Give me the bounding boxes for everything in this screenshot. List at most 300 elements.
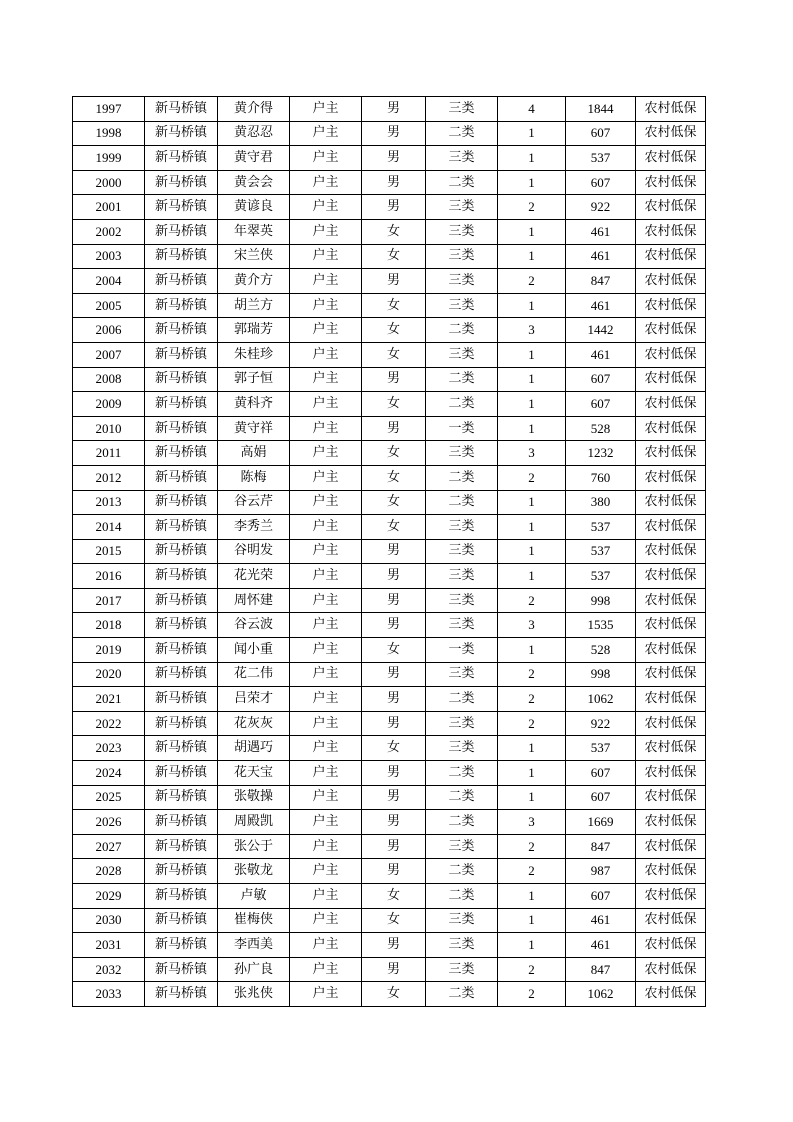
serial-cell: 2008 (73, 367, 145, 392)
town-cell: 新马桥镇 (145, 884, 218, 909)
relation-cell: 户主 (290, 416, 362, 441)
table-row (73, 933, 706, 958)
table-row (73, 687, 706, 712)
name-cell: 崔梅侠 (218, 908, 290, 933)
table-body (73, 97, 706, 1007)
amount-cell: 461 (566, 293, 636, 318)
relation-cell: 户主 (290, 908, 362, 933)
name-cell: 宋兰侠 (218, 244, 290, 269)
name-cell: 张兆侠 (218, 982, 290, 1007)
gender-cell: 男 (362, 834, 426, 859)
program-cell: 农村低保 (636, 195, 706, 220)
gender-cell: 女 (362, 638, 426, 663)
town-cell: 新马桥镇 (145, 687, 218, 712)
gender-cell: 男 (362, 933, 426, 958)
program-cell: 农村低保 (636, 687, 706, 712)
table-row (73, 613, 706, 638)
gender-cell: 男 (362, 859, 426, 884)
town-cell: 新马桥镇 (145, 982, 218, 1007)
relation-cell: 户主 (290, 859, 362, 884)
program-cell: 农村低保 (636, 884, 706, 909)
table-row (73, 515, 706, 540)
table-row (73, 711, 706, 736)
relation-cell: 户主 (290, 219, 362, 244)
category-cell: 一类 (426, 638, 498, 663)
serial-cell: 2006 (73, 318, 145, 343)
town-cell: 新马桥镇 (145, 957, 218, 982)
household-size-cell: 2 (498, 957, 566, 982)
town-cell: 新马桥镇 (145, 146, 218, 171)
relation-cell: 户主 (290, 318, 362, 343)
table-row (73, 392, 706, 417)
gender-cell: 女 (362, 244, 426, 269)
gender-cell: 女 (362, 515, 426, 540)
amount-cell: 607 (566, 761, 636, 786)
gender-cell: 男 (362, 588, 426, 613)
household-size-cell: 1 (498, 342, 566, 367)
relation-cell: 户主 (290, 564, 362, 589)
table-row (73, 736, 706, 761)
household-size-cell: 1 (498, 170, 566, 195)
gender-cell: 男 (362, 711, 426, 736)
serial-cell: 2015 (73, 539, 145, 564)
town-cell: 新马桥镇 (145, 785, 218, 810)
serial-cell: 1998 (73, 121, 145, 146)
serial-cell: 2029 (73, 884, 145, 909)
amount-cell: 1844 (566, 97, 636, 122)
name-cell: 黄忍忍 (218, 121, 290, 146)
amount-cell: 607 (566, 785, 636, 810)
gender-cell: 男 (362, 761, 426, 786)
town-cell: 新马桥镇 (145, 367, 218, 392)
table-row (73, 367, 706, 392)
household-size-cell: 3 (498, 810, 566, 835)
program-cell: 农村低保 (636, 416, 706, 441)
program-cell: 农村低保 (636, 638, 706, 663)
category-cell: 三类 (426, 736, 498, 761)
program-cell: 农村低保 (636, 957, 706, 982)
town-cell: 新马桥镇 (145, 711, 218, 736)
program-cell: 农村低保 (636, 834, 706, 859)
name-cell: 张敬龙 (218, 859, 290, 884)
town-cell: 新马桥镇 (145, 539, 218, 564)
name-cell: 黄介方 (218, 269, 290, 294)
serial-cell: 2019 (73, 638, 145, 663)
town-cell: 新马桥镇 (145, 195, 218, 220)
household-size-cell: 2 (498, 269, 566, 294)
town-cell: 新马桥镇 (145, 244, 218, 269)
gender-cell: 女 (362, 982, 426, 1007)
table-row (73, 785, 706, 810)
amount-cell: 380 (566, 490, 636, 515)
serial-cell: 2016 (73, 564, 145, 589)
serial-cell: 2012 (73, 465, 145, 490)
name-cell: 黄科齐 (218, 392, 290, 417)
serial-cell: 2028 (73, 859, 145, 884)
gender-cell: 男 (362, 170, 426, 195)
table-row (73, 490, 706, 515)
table-row (73, 441, 706, 466)
program-cell: 农村低保 (636, 859, 706, 884)
amount-cell: 607 (566, 170, 636, 195)
table-row (73, 638, 706, 663)
serial-cell: 2011 (73, 441, 145, 466)
town-cell: 新马桥镇 (145, 318, 218, 343)
category-cell: 三类 (426, 269, 498, 294)
amount-cell: 1442 (566, 318, 636, 343)
household-size-cell: 1 (498, 884, 566, 909)
serial-cell: 2017 (73, 588, 145, 613)
name-cell: 张公于 (218, 834, 290, 859)
town-cell: 新马桥镇 (145, 761, 218, 786)
table-row (73, 318, 706, 343)
serial-cell: 2018 (73, 613, 145, 638)
name-cell: 黄谚良 (218, 195, 290, 220)
name-cell: 张敬操 (218, 785, 290, 810)
gender-cell: 男 (362, 195, 426, 220)
relation-cell: 户主 (290, 441, 362, 466)
amount-cell: 1669 (566, 810, 636, 835)
category-cell: 三类 (426, 244, 498, 269)
relation-cell: 户主 (290, 515, 362, 540)
serial-cell: 2022 (73, 711, 145, 736)
amount-cell: 528 (566, 416, 636, 441)
amount-cell: 607 (566, 367, 636, 392)
table-row (73, 859, 706, 884)
program-cell: 农村低保 (636, 588, 706, 613)
category-cell: 一类 (426, 416, 498, 441)
program-cell: 农村低保 (636, 711, 706, 736)
gender-cell: 男 (362, 367, 426, 392)
table-row (73, 195, 706, 220)
category-cell: 三类 (426, 195, 498, 220)
name-cell: 黄介得 (218, 97, 290, 122)
town-cell: 新马桥镇 (145, 342, 218, 367)
gender-cell: 女 (362, 318, 426, 343)
amount-cell: 537 (566, 736, 636, 761)
program-cell: 农村低保 (636, 490, 706, 515)
household-size-cell: 2 (498, 711, 566, 736)
household-size-cell: 1 (498, 121, 566, 146)
gender-cell: 男 (362, 121, 426, 146)
relation-cell: 户主 (290, 662, 362, 687)
town-cell: 新马桥镇 (145, 416, 218, 441)
name-cell: 花二伟 (218, 662, 290, 687)
household-size-cell: 1 (498, 416, 566, 441)
town-cell: 新马桥镇 (145, 662, 218, 687)
serial-cell: 2026 (73, 810, 145, 835)
gender-cell: 男 (362, 810, 426, 835)
household-size-cell: 1 (498, 146, 566, 171)
program-cell: 农村低保 (636, 219, 706, 244)
program-cell: 农村低保 (636, 441, 706, 466)
serial-cell: 2010 (73, 416, 145, 441)
table-row (73, 834, 706, 859)
program-cell: 农村低保 (636, 761, 706, 786)
household-size-cell: 1 (498, 539, 566, 564)
town-cell: 新马桥镇 (145, 908, 218, 933)
household-size-cell: 1 (498, 564, 566, 589)
name-cell: 花天宝 (218, 761, 290, 786)
gender-cell: 女 (362, 342, 426, 367)
table-row (73, 146, 706, 171)
program-cell: 农村低保 (636, 367, 706, 392)
amount-cell: 461 (566, 908, 636, 933)
category-cell: 三类 (426, 146, 498, 171)
relation-cell: 户主 (290, 97, 362, 122)
name-cell: 卢敏 (218, 884, 290, 909)
program-cell: 农村低保 (636, 465, 706, 490)
serial-cell: 2030 (73, 908, 145, 933)
serial-cell: 2023 (73, 736, 145, 761)
category-cell: 二类 (426, 884, 498, 909)
serial-cell: 2032 (73, 957, 145, 982)
gender-cell: 女 (362, 884, 426, 909)
relation-cell: 户主 (290, 588, 362, 613)
town-cell: 新马桥镇 (145, 465, 218, 490)
household-size-cell: 3 (498, 318, 566, 343)
household-size-cell: 2 (498, 588, 566, 613)
relation-cell: 户主 (290, 146, 362, 171)
name-cell: 吕荣才 (218, 687, 290, 712)
amount-cell: 537 (566, 539, 636, 564)
serial-cell: 2001 (73, 195, 145, 220)
category-cell: 三类 (426, 957, 498, 982)
town-cell: 新马桥镇 (145, 441, 218, 466)
amount-cell: 987 (566, 859, 636, 884)
household-size-cell: 2 (498, 834, 566, 859)
town-cell: 新马桥镇 (145, 392, 218, 417)
relation-cell: 户主 (290, 244, 362, 269)
household-size-cell: 4 (498, 97, 566, 122)
relation-cell: 户主 (290, 834, 362, 859)
program-cell: 农村低保 (636, 810, 706, 835)
name-cell: 胡遇巧 (218, 736, 290, 761)
category-cell: 三类 (426, 933, 498, 958)
amount-cell: 528 (566, 638, 636, 663)
gender-cell: 男 (362, 687, 426, 712)
gender-cell: 男 (362, 613, 426, 638)
category-cell: 二类 (426, 367, 498, 392)
gender-cell: 男 (362, 564, 426, 589)
amount-cell: 461 (566, 933, 636, 958)
relation-cell: 户主 (290, 539, 362, 564)
serial-cell: 2020 (73, 662, 145, 687)
category-cell: 三类 (426, 515, 498, 540)
name-cell: 花光荣 (218, 564, 290, 589)
town-cell: 新马桥镇 (145, 613, 218, 638)
gender-cell: 男 (362, 269, 426, 294)
town-cell: 新马桥镇 (145, 219, 218, 244)
category-cell: 三类 (426, 662, 498, 687)
table-row (73, 465, 706, 490)
category-cell: 二类 (426, 465, 498, 490)
amount-cell: 847 (566, 957, 636, 982)
program-cell: 农村低保 (636, 121, 706, 146)
relation-cell: 户主 (290, 736, 362, 761)
amount-cell: 998 (566, 662, 636, 687)
table-row (73, 957, 706, 982)
amount-cell: 461 (566, 342, 636, 367)
category-cell: 三类 (426, 219, 498, 244)
gender-cell: 女 (362, 736, 426, 761)
serial-cell: 2004 (73, 269, 145, 294)
table-row (73, 244, 706, 269)
town-cell: 新马桥镇 (145, 810, 218, 835)
gender-cell: 女 (362, 465, 426, 490)
household-size-cell: 1 (498, 392, 566, 417)
relation-cell: 户主 (290, 785, 362, 810)
program-cell: 农村低保 (636, 908, 706, 933)
household-size-cell: 2 (498, 687, 566, 712)
household-size-cell: 1 (498, 638, 566, 663)
name-cell: 周殿凯 (218, 810, 290, 835)
amount-cell: 537 (566, 564, 636, 589)
relation-cell: 户主 (290, 884, 362, 909)
table-row (73, 539, 706, 564)
name-cell: 郭瑞芳 (218, 318, 290, 343)
gender-cell: 男 (362, 97, 426, 122)
household-size-cell: 1 (498, 785, 566, 810)
program-cell: 农村低保 (636, 933, 706, 958)
serial-cell: 2031 (73, 933, 145, 958)
town-cell: 新马桥镇 (145, 588, 218, 613)
amount-cell: 1232 (566, 441, 636, 466)
relation-cell: 户主 (290, 761, 362, 786)
category-cell: 二类 (426, 392, 498, 417)
gender-cell: 女 (362, 219, 426, 244)
gender-cell: 女 (362, 490, 426, 515)
relation-cell: 户主 (290, 933, 362, 958)
amount-cell: 760 (566, 465, 636, 490)
category-cell: 二类 (426, 810, 498, 835)
household-size-cell: 1 (498, 490, 566, 515)
serial-cell: 2033 (73, 982, 145, 1007)
household-size-cell: 1 (498, 736, 566, 761)
relation-cell: 户主 (290, 269, 362, 294)
program-cell: 农村低保 (636, 244, 706, 269)
serial-cell: 2024 (73, 761, 145, 786)
gender-cell: 女 (362, 441, 426, 466)
town-cell: 新马桥镇 (145, 121, 218, 146)
name-cell: 胡兰方 (218, 293, 290, 318)
household-size-cell: 1 (498, 908, 566, 933)
category-cell: 三类 (426, 588, 498, 613)
household-size-cell: 2 (498, 465, 566, 490)
relation-cell: 户主 (290, 195, 362, 220)
relation-cell: 户主 (290, 170, 362, 195)
category-cell: 二类 (426, 859, 498, 884)
program-cell: 农村低保 (636, 342, 706, 367)
gender-cell: 男 (362, 416, 426, 441)
program-cell: 农村低保 (636, 539, 706, 564)
amount-cell: 607 (566, 121, 636, 146)
serial-cell: 2002 (73, 219, 145, 244)
name-cell: 郭子恒 (218, 367, 290, 392)
program-cell: 农村低保 (636, 318, 706, 343)
table-row (73, 884, 706, 909)
relation-cell: 户主 (290, 465, 362, 490)
program-cell: 农村低保 (636, 982, 706, 1007)
program-cell: 农村低保 (636, 293, 706, 318)
table-row (73, 269, 706, 294)
category-cell: 二类 (426, 490, 498, 515)
category-cell: 三类 (426, 908, 498, 933)
gender-cell: 男 (362, 146, 426, 171)
amount-cell: 1062 (566, 982, 636, 1007)
name-cell: 高娟 (218, 441, 290, 466)
category-cell: 二类 (426, 785, 498, 810)
amount-cell: 998 (566, 588, 636, 613)
relation-cell: 户主 (290, 638, 362, 663)
category-cell: 二类 (426, 982, 498, 1007)
name-cell: 闻小重 (218, 638, 290, 663)
amount-cell: 1062 (566, 687, 636, 712)
name-cell: 李秀兰 (218, 515, 290, 540)
town-cell: 新马桥镇 (145, 564, 218, 589)
relation-cell: 户主 (290, 342, 362, 367)
name-cell: 李西美 (218, 933, 290, 958)
program-cell: 农村低保 (636, 785, 706, 810)
serial-cell: 1999 (73, 146, 145, 171)
amount-cell: 1535 (566, 613, 636, 638)
name-cell: 黄守祥 (218, 416, 290, 441)
name-cell: 谷明发 (218, 539, 290, 564)
program-cell: 农村低保 (636, 662, 706, 687)
town-cell: 新马桥镇 (145, 638, 218, 663)
program-cell: 农村低保 (636, 392, 706, 417)
town-cell: 新马桥镇 (145, 933, 218, 958)
relation-cell: 户主 (290, 982, 362, 1007)
category-cell: 三类 (426, 342, 498, 367)
program-cell: 农村低保 (636, 97, 706, 122)
amount-cell: 607 (566, 392, 636, 417)
household-size-cell: 1 (498, 293, 566, 318)
serial-cell: 2007 (73, 342, 145, 367)
table-row (73, 982, 706, 1007)
amount-cell: 461 (566, 244, 636, 269)
amount-cell: 922 (566, 711, 636, 736)
gender-cell: 男 (362, 957, 426, 982)
household-size-cell: 1 (498, 367, 566, 392)
gender-cell: 女 (362, 392, 426, 417)
serial-cell: 2027 (73, 834, 145, 859)
serial-cell: 1997 (73, 97, 145, 122)
program-cell: 农村低保 (636, 564, 706, 589)
gender-cell: 女 (362, 908, 426, 933)
household-size-cell: 1 (498, 515, 566, 540)
household-size-cell: 1 (498, 933, 566, 958)
name-cell: 年翠英 (218, 219, 290, 244)
category-cell: 二类 (426, 121, 498, 146)
amount-cell: 537 (566, 515, 636, 540)
category-cell: 二类 (426, 761, 498, 786)
category-cell: 三类 (426, 441, 498, 466)
serial-cell: 2000 (73, 170, 145, 195)
gender-cell: 男 (362, 785, 426, 810)
household-size-cell: 1 (498, 244, 566, 269)
serial-cell: 2013 (73, 490, 145, 515)
household-size-cell: 1 (498, 761, 566, 786)
table-row (73, 416, 706, 441)
town-cell: 新马桥镇 (145, 97, 218, 122)
household-size-cell: 3 (498, 613, 566, 638)
name-cell: 孙广良 (218, 957, 290, 982)
relation-cell: 户主 (290, 687, 362, 712)
relation-cell: 户主 (290, 711, 362, 736)
town-cell: 新马桥镇 (145, 170, 218, 195)
relation-cell: 户主 (290, 810, 362, 835)
